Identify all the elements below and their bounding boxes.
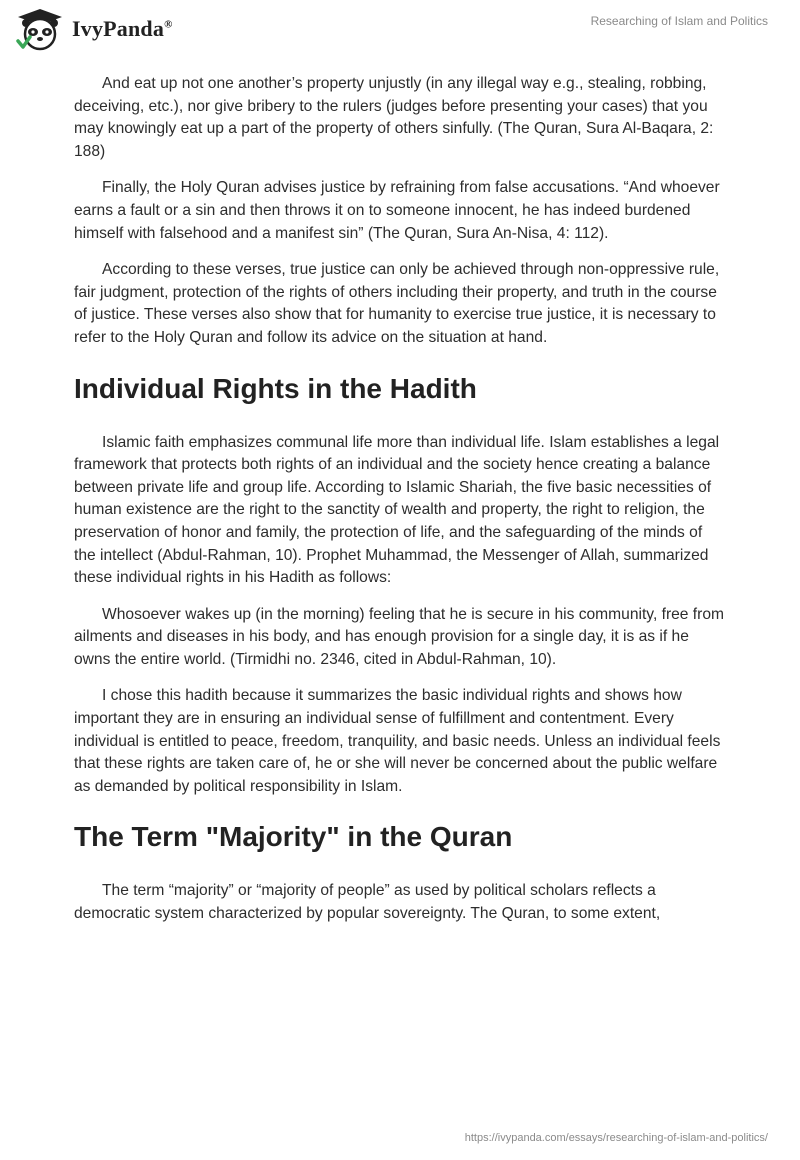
quran-quote-paragraph: And eat up not one another’s property unjustly (in any illegal way e.g., stealing, robbing, deceiving, etc.), nor give bribery to the rulers (judges before presenting your cases) that you may knowingly eat up a part of the property of others sinfully. (The Quran, Sura Al-Baqara, 2: 188)	[74, 75, 714, 160]
document-title: Researching of Islam and Politics	[590, 14, 768, 28]
body-paragraph: I chose this hadith because it summarizes the basic individual rights and shows how important they are in ensuring an individual sense of fulfillment and contentment. Every individual is entitled to peace, freedom, tranquility, and basic needs. Unless an individual feels that these rights are taken care of, he or she will never be concerned about the public welfare as demanded by political responsibility in Islam.	[74, 687, 721, 795]
section-heading-majority: The Term "Majority" in the Quran	[74, 821, 513, 853]
source-url[interactable]: https://ivypanda.com/essays/researching-of-islam-and-politics/	[464, 1132, 768, 1144]
body-paragraph: The term “majority” or “majority of people” as used by political scholars reflects a democratic system characterized by popular sovereignty. The Quran, to some extent,	[74, 882, 661, 923]
hadith-quote-paragraph: Whosoever wakes up (in the morning) feeling that he is secure in his community, free from ailments and diseases in his body, and has enough provision for a single day, it is as if he owns the entire world. (Tirmidhi no. 2346, cited in Abdul-Rahman, 10).	[74, 605, 724, 668]
body-paragraph: Islamic faith emphasizes communal life more than individual life. Islam establishes a legal framework that protects both rights of an individual and the society hence creating a balance between private life and group life. According to Islamic Shariah, the five basic necessities of human existence are the right to the sanctity of wealth and property, the right to religion, the preservation of honor and family, the protection of life, and the safeguarding of the minds of the intellect (Abdul-Rahman, 10). Prophet Muhammad, the Messenger of Allah, summarized these individual rights in his Hadith as follows:	[74, 433, 720, 587]
section-heading-individual-rights: Individual Rights in the Hadith	[74, 372, 477, 404]
body-paragraph: According to these verses, true justice can only be achieved through non-oppressive rule, fair judgment, protection of the rights of others including their property, and truth in the course of justice. These verses also show that for humanity to exercise true justice, it is necessary to refer to the Holy Quran and follow its advice on the situation at hand.	[74, 261, 720, 346]
ivypanda-logo[interactable]	[14, 7, 173, 51]
panda-logo-icon	[14, 7, 66, 51]
essay-body	[74, 73, 726, 940]
body-paragraph: Finally, the Holy Quran advises justice by refraining from false accusations. “And whoever earns a fault or a sin and then throws it on to someone innocent, he has indeed burdened himself with falsehood and a manifest sin” (The Quran, Sura An-Nisa, 4: 112).	[74, 179, 720, 242]
logo-wordmark: IvyPanda®	[72, 16, 173, 41]
page-header	[0, 0, 800, 68]
